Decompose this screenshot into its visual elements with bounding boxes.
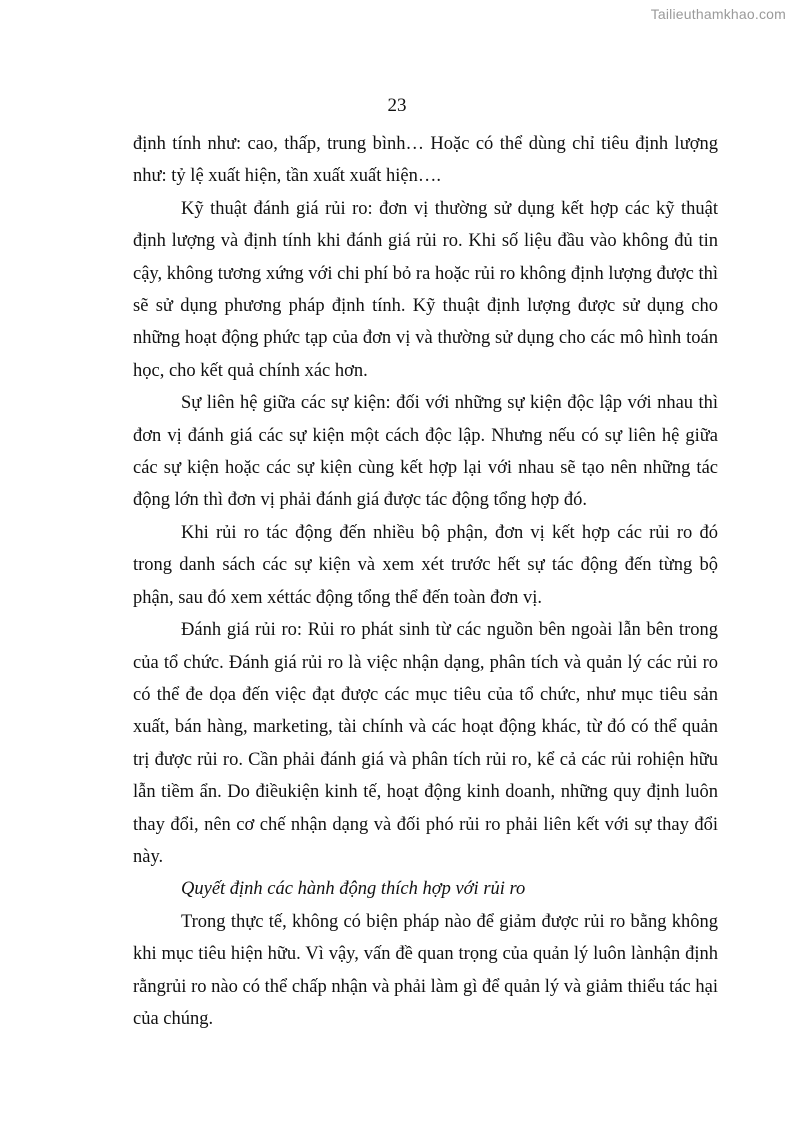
page-number: 23 xyxy=(387,95,407,116)
watermark-text: Tailieuthamkhao.com xyxy=(650,6,786,22)
paragraph-7: Trong thực tế, không có biện pháp nào để giảm được rủi ro bằng không khi mục tiêu hiện hữu. Vì vậy, vấn đề quan trọng của quản lý luôn lànhận định rằngrủi ro nào có thể chấp nhận và phải làm gì để quản lý và giảm thiểu tác hại của chúng. xyxy=(133,911,718,1029)
paragraph-3: Sự liên hệ giữa các sự kiện: đối với những sự kiện độc lập với nhau thì đơn vị đánh giá các sự kiện một cách độc lập. Nhưng nếu có sự liên hệ giữa các sự kiện hoặc các sự kiện cùng kết hợp lại với nhau sẽ tạo nên những tác động lớn thì đơn vị phải đánh giá được tác động tổng hợp đó. xyxy=(133,393,718,511)
paragraph-1: định tính như: cao, thấp, trung bình… Hoặc có thể dùng chỉ tiêu định lượng như: tỷ lệ xuất hiện, tần xuất xuất hiện…. xyxy=(133,134,718,187)
paragraph-2: Kỹ thuật đánh giá rủi ro: đơn vị thường sử dụng kết hợp các kỹ thuật định lượng và định tính khi đánh giá rủi ro. Khi số liệu đầu vào không đủ tin cậy, không tương xứng với chi phí bỏ ra hoặc rủi ro không định lượng được thì sẽ sử dụng phương pháp định tính. Kỹ thuật định lượng được sử dụng cho những hoạt động phức tạp của đơn vị và thường sử dụng cho các mô hình toán học, cho kết quả chính xác hơn. xyxy=(133,198,718,381)
paragraph-4: Khi rủi ro tác động đến nhiều bộ phận, đơn vị kết hợp các rủi ro đó trong danh sách các sự kiện và xem xét trước hết sự tác động đến từng bộ phận, sau đó xem xéttác động tổng thể đến toàn đơn vị. xyxy=(133,522,718,608)
document-body xyxy=(133,128,718,1035)
paragraph-5: Đánh giá rủi ro: Rủi ro phát sinh từ các nguồn bên ngoài lẫn bên trong của tổ chức. Đánh giá rủi ro là việc nhận dạng, phân tích và quản lý các rủi ro có thể đe dọa đến việc đạt được các mục tiêu của tổ chức, như mục tiêu sản xuất, bán hàng, marketing, tài chính và các hoạt động khác, từ đó có thể quản trị được rủi ro. Cần phải đánh giá và phân tích rủi ro, kể cả các rủi rohiện hữu lẫn tiềm ẩn. Do điềukiện kinh tế, hoạt động kinh doanh, những quy định luôn thay đổi, nên cơ chế nhận dạng và đối phó rủi ro phải liên kết với sự thay đổi này. xyxy=(133,620,718,867)
section-heading-italic: Quyết định các hành động thích hợp với rủi ro xyxy=(181,879,526,900)
